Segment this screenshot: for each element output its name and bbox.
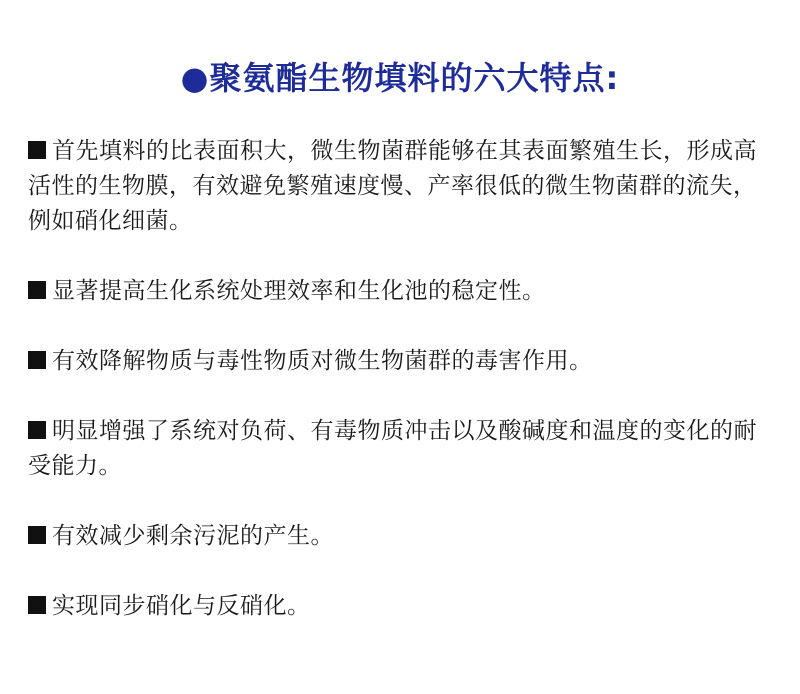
- list-item-text: 明显增强了系统对负荷、有毒物质冲击以及酸碱度和温度的变化的耐受能力。: [28, 418, 757, 479]
- square-bullet-icon: [28, 526, 46, 544]
- list-item: [28, 414, 778, 484]
- list-item: [28, 519, 778, 554]
- list-item: [28, 589, 778, 624]
- square-bullet-icon: [28, 281, 46, 299]
- square-bullet-icon: [28, 351, 46, 369]
- list-item-text: 首先填料的比表面积大，微生物菌群能够在其表面繁殖生长，形成高活性的生物膜，有效避免繁殖速度慢、产率很低的微生物菌群的流失，例如硝化细菌。: [28, 138, 757, 234]
- list-item: [28, 134, 778, 239]
- list-item: [28, 274, 778, 309]
- square-bullet-icon: [28, 141, 46, 159]
- list-item-text: 实现同步硝化与反硝化。: [52, 593, 311, 619]
- list-item-text: 有效减少剩余污泥的产生。: [52, 523, 334, 549]
- list-item-text: 显著提高生化系统处理效率和生化池的稳定性。: [52, 278, 546, 304]
- feature-list: [28, 134, 778, 659]
- page-title: ●聚氨酯生物填料的六大特点:: [180, 59, 620, 97]
- list-item: [28, 344, 778, 379]
- square-bullet-icon: [28, 596, 46, 614]
- square-bullet-icon: [28, 421, 46, 439]
- list-item-text: 有效降解物质与毒性物质对微生物菌群的毒害作用。: [52, 348, 593, 374]
